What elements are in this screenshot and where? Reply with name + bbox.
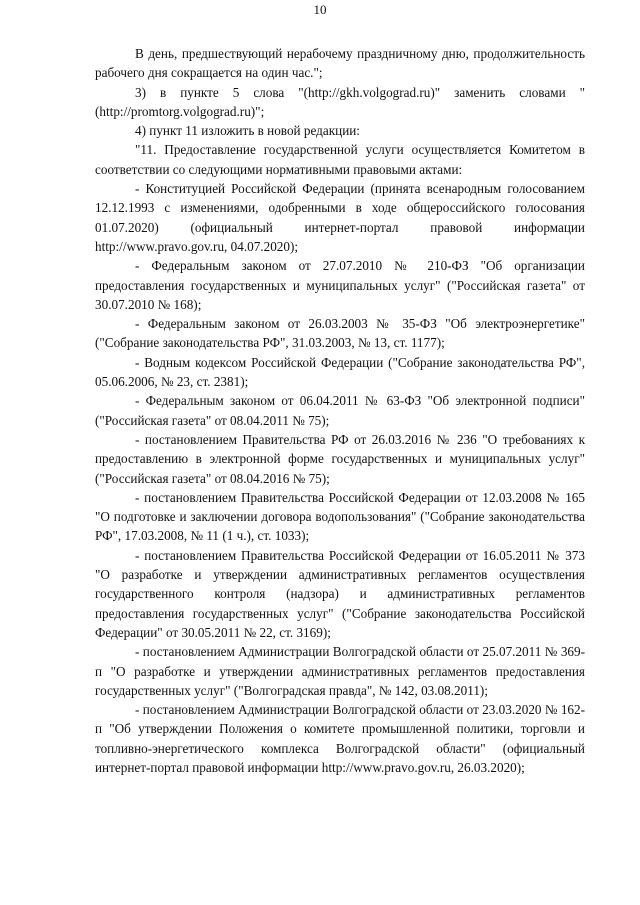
list-item-law-35: - Федеральным законом от 26.03.2003 № 35-ФЗ "Об электроэнергетике" ("Собрание законодательства РФ", 31.03.2003, № 13, ст. 1177); bbox=[95, 316, 585, 351]
paragraph-continuation: В день, предшествующий нерабочему праздничному дню, продолжительность рабочего дня сокращается на один час."; bbox=[95, 46, 585, 81]
list-item-law-210: - Федеральным законом от 27.07.2010 № 210-ФЗ "Об организации предоставления государственных и муниципальных услуг" ("Российская газета" от 30.07.2010 № 168); bbox=[95, 258, 585, 312]
list-item-resolution-373: - постановлением Правительства Российской Федерации от 16.05.2011 № 373 "О разработке и утверждении административных регламентов осуществления государственного контроля (надзора) и административных регламентов предоставления государственных услуг" ("Собрание законодательства Российской Федерации" от 30.05.2011 № 22, ст. 3169); bbox=[95, 547, 585, 640]
paragraph-point-11: "11. Предоставление государственной услуги осуществляется Комитетом в соответствии со следующими нормативными правовыми актами: bbox=[95, 142, 585, 177]
list-item-resolution-369p: - постановлением Администрации Волгоградской области от 25.07.2011 № 369-п "О разработке и утверждении административных регламентов предоставления государственных услуг" ("Волгоградская правда", № 142, 03.08.2011); bbox=[95, 644, 585, 698]
list-item-constitution: - Конституцией Российской Федерации (принята всенародным голосованием 12.12.1993 с изменениями, одобренными в ходе общероссийского голосования 01.07.2020) (официальный интернет-портал правовой информации http://www.pravo.gov.ru, 04.07.2020); bbox=[95, 181, 585, 254]
list-item-law-63: - Федеральным законом от 06.04.2011 № 63-ФЗ "Об электронной подписи" ("Российская газета" от 08.04.2011 № 75); bbox=[95, 393, 585, 428]
paragraph-item-3: 3) в пункте 5 слова "(http://gkh.volgograd.ru)" заменить словами "(http://promtorg.volgograd.ru)"; bbox=[95, 84, 585, 119]
list-item-water-code: - Водным кодексом Российской Федерации ("Собрание законодательства РФ", 05.06.2006, № 23, ст. 2381); bbox=[95, 354, 585, 390]
list-item-resolution-236: - постановлением Правительства РФ от 26.03.2016 № 236 "О требованиях к предоставлению в электронной форме государственных и муниципальных услуг" ("Российская газета" от 08.04.2016 № 75); bbox=[95, 431, 585, 486]
page-number: 10 bbox=[313, 2, 327, 17]
paragraph-item-4: 4) пункт 11 изложить в новой редакции: bbox=[135, 123, 360, 139]
list-item-resolution-162p: - постановлением Администрации Волгоградской области от 23.03.2020 № 162-п "Об утверждении Положения о комитете промышленной политики, торговли и топливно-энергетического комплекса Волгоградской области" (официальный интернет-портал правовой информации http://www.pravo.gov.ru, 26.03.2020); bbox=[95, 702, 585, 775]
list-item-resolution-165: - постановлением Правительства Российской Федерации от 12.03.2008 № 165 "О подготовке и заключении договора водопользования" ("Собрание законодательства РФ", 17.03.2008, № 11 (1 ч.), ст. 1033); bbox=[95, 489, 585, 544]
document-body bbox=[95, 44, 585, 777]
